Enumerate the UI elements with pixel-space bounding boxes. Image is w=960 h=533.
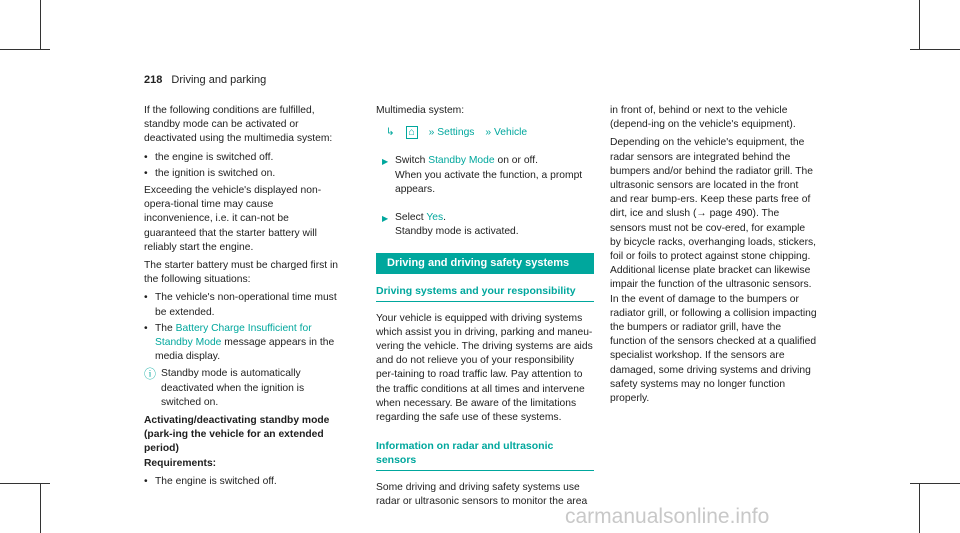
crop-mark [910,49,960,50]
paragraph: in front of, behind or next to the vehicle (depend-ing on the vehicle's equipment). [610,105,796,131]
crop-mark [40,483,41,533]
paragraph: Your vehicle is equipped with driving systems which assist you in driving, parking and maneu-vering the vehicle. The driving systems are aids and do not relieve you of your responsibility per-taining to road traffic law. Pay attention to the traffic conditions at all times and intervene when necessary. Be aware of the limitations regarding the safe use of these systems. [376,312,593,424]
note-text: Standby mode is automatically deactivated when the ignition is switched on. [161,368,305,408]
subheading: Information on radar and ultrasonic sensors [376,439,594,470]
return-arrow-icon: ↳ [386,127,395,139]
conditions-list [144,151,340,181]
crop-mark [0,483,50,484]
section-heading: Activating/deactivating standby mode (park-ing the vehicle for an extended period) [144,415,330,455]
paragraph: Exceeding the vehicle's displayed non-opera-tional time may cause inconvenience, i.e. it can-not be guaranteed that the starter battery will reliably start the engine. [144,185,322,253]
page-number: 218 [144,74,163,86]
column-left [144,104,340,492]
column-right [610,104,818,410]
crop-mark [919,0,920,50]
crop-mark [40,0,41,50]
standby-mode-link[interactable]: Standby Mode [428,155,495,167]
subheading: Driving systems and your responsibility [376,284,594,301]
step-detail: Standby mode is activated. [395,226,519,238]
multimedia-label: Multimedia system: [376,105,465,116]
requirements-label: Requirements: [144,457,217,469]
watermark: carmanualsonline.info [565,505,770,528]
step-arrow-icon: ▶ [382,157,389,167]
battery-message-link[interactable]: Battery Charge Insufficient for Standby Mode [155,322,312,349]
section-title: Driving and parking [171,74,267,86]
home-icon[interactable]: ⌂ [406,126,418,139]
step: ▶ Select Yes. Standby mode is activated. [382,212,519,238]
step: ▶ Switch Standby Mode on or off. When you activate the function, a prompt appears. [382,155,583,195]
yes-option-link[interactable]: Yes [426,212,444,224]
page-header [144,74,266,86]
settings-link[interactable]: Settings [437,127,475,139]
column-middle [376,104,594,513]
list-item: • the ignition is switched on. [144,167,276,179]
step-arrow-icon: ▶ [382,214,389,224]
paragraph: The starter battery must be charged first in the following situations: [144,260,339,286]
list-item: • The engine is switched off. [144,475,277,487]
chapter-banner: Driving and driving safety systems [376,253,594,274]
crop-mark [919,483,920,533]
step-detail: When you activate the function, a prompt appears. [395,169,583,195]
vehicle-link[interactable]: Vehicle [493,127,528,139]
list-item: • the engine is switched off. [144,151,274,163]
list-item: • The vehicle's non-operational time must be extended. [144,292,337,318]
note [144,367,340,410]
requirements-list [144,475,340,489]
list-item: • The Battery Charge Insufficient for Standby Mode message appears in the media display. [144,322,335,363]
crop-mark [910,483,960,484]
situations-list [144,291,340,364]
paragraph: Some driving and driving safety systems use radar or ultrasonic sensors to monitor the area [376,481,588,507]
info-icon: ⓘ [144,367,157,382]
chevron-right-icon: » [485,127,492,139]
menu-path [376,126,594,140]
chevron-right-icon: » [428,127,435,139]
crop-mark [0,49,50,50]
paragraph: Depending on the vehicle's equipment, the radar sensors are integrated behind the bumpers and/or behind the radiator grill. The ultrasonic sensors are located in the front and rear bump-ers. Keep these parts free of dirt, ice and slush (→ page 490). The sensors must not be cov-ered, for example by bicycle racks, overhanging loads, stickers, foil or foils to protect against stone chipping. Additional license plate bracket can likewise impair the function of the ultrasonic sensors. In the event of damage to the bumpers or radiator grill, or following a collision impacting the bumpers or radiator grill, have the function of the sensors checked at a qualified specialist workshop. If the sensors are damaged, some driving systems and driving safety systems may no longer function properly. [610,137,817,405]
intro-paragraph: If the following conditions are fulfilled, standby mode can be activated or deactivated using the multimedia system: [144,105,333,145]
